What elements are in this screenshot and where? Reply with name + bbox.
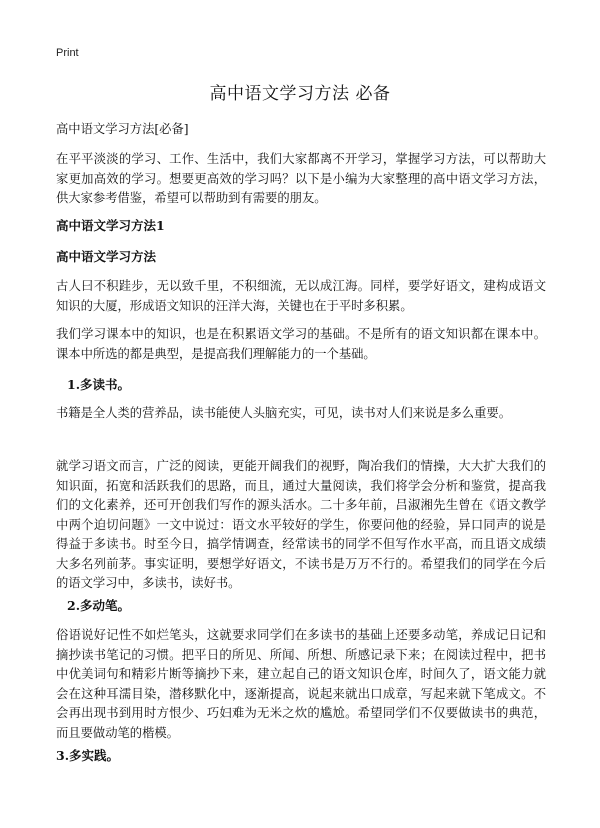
page-title: 高中语文学习方法 必备	[209, 84, 391, 104]
section1-heading: 高中语文学习方法1	[56, 218, 165, 233]
point1-heading: 1.多读书。	[67, 377, 131, 392]
paragraph-accumulation: 古人曰不积跬步，无以致千里，不积细流，无以成江海。同样，要学好语文，建构成语文知识的大厦，形成语文知识的汪洋大海，关键也在于平时多积累。	[56, 279, 546, 313]
point1-paragraph-books: 书籍是全人类的营养品，读书能使人头脑充实，可见，读书对人们来说是多么重要。	[56, 406, 511, 420]
article-subtitle: 高中语文学习方法[必备]	[56, 122, 189, 136]
section1-subheading: 高中语文学习方法	[56, 249, 157, 264]
intro-paragraph: 在平平淡淡的学习、工作、生活中，我们大家都离不开学习，掌握学习方法，可以帮助大家更加高效的学习。想要更高效的学习吗？以下是小编为大家整理的高中语文学习方法，供大家参考借鉴，希望可以帮助到有需要的朋友。	[56, 152, 546, 205]
point2-heading: 2.多动笔。	[67, 598, 131, 613]
print-link[interactable]: Print	[56, 47, 79, 59]
point2-paragraph-writing: 俗语说好记性不如烂笔头，这就要求同学们在多读书的基础上还要多动笔，养成记日记和摘抄读书笔记的习惯。把平日的所见、所闻、所想、所感记录下来；在阅读过程中，把书中优美词句和精彩片断等摘抄下来，建立起自己的语文知识仓库，时间久了，语文能力就会在这种耳濡目染，潜移默化中，逐渐提高，说起来就出口成章，写起来就下笔成文。不会再出现书到用时方恨少、巧妇难为无米之炊的尴尬。希望同学们不仅要做读书的典范，而且要做动笔的楷模。	[56, 628, 546, 740]
point1-paragraph-reading: 就学习语文而言，广泛的阅读，更能开阔我们的视野，陶冶我们的情操，大大扩大我们的知识面，拓宽和活跃我们的思路，而且，通过大量阅读，我们将学会分析和鉴赏，提高我们的文化素养，还可开创我们写作的源头活水。二十多年前，吕淑湘先生曾在《语文教学中两个迫切问题》一文中说过：语文水平较好的学生，你要问他的经验，异口同声的说是得益于多读书。时至今日，搞学情调查，经常读书的同学不但写作水平高，而且语文成绩大多名列前茅。事实证明，要想学好语文，不读书是万万不行的。希望我们的同学在今后的语文学习中，多读书，读好书。	[56, 459, 546, 590]
point3-heading: 3.多实践。	[56, 748, 120, 763]
paragraph-textbook: 我们学习课本中的知识，也是在积累语文学习的基础。不是所有的语文知识都在课本中。课本中所选的都是典型，是提高我们理解能力的一个基础。	[56, 327, 546, 361]
